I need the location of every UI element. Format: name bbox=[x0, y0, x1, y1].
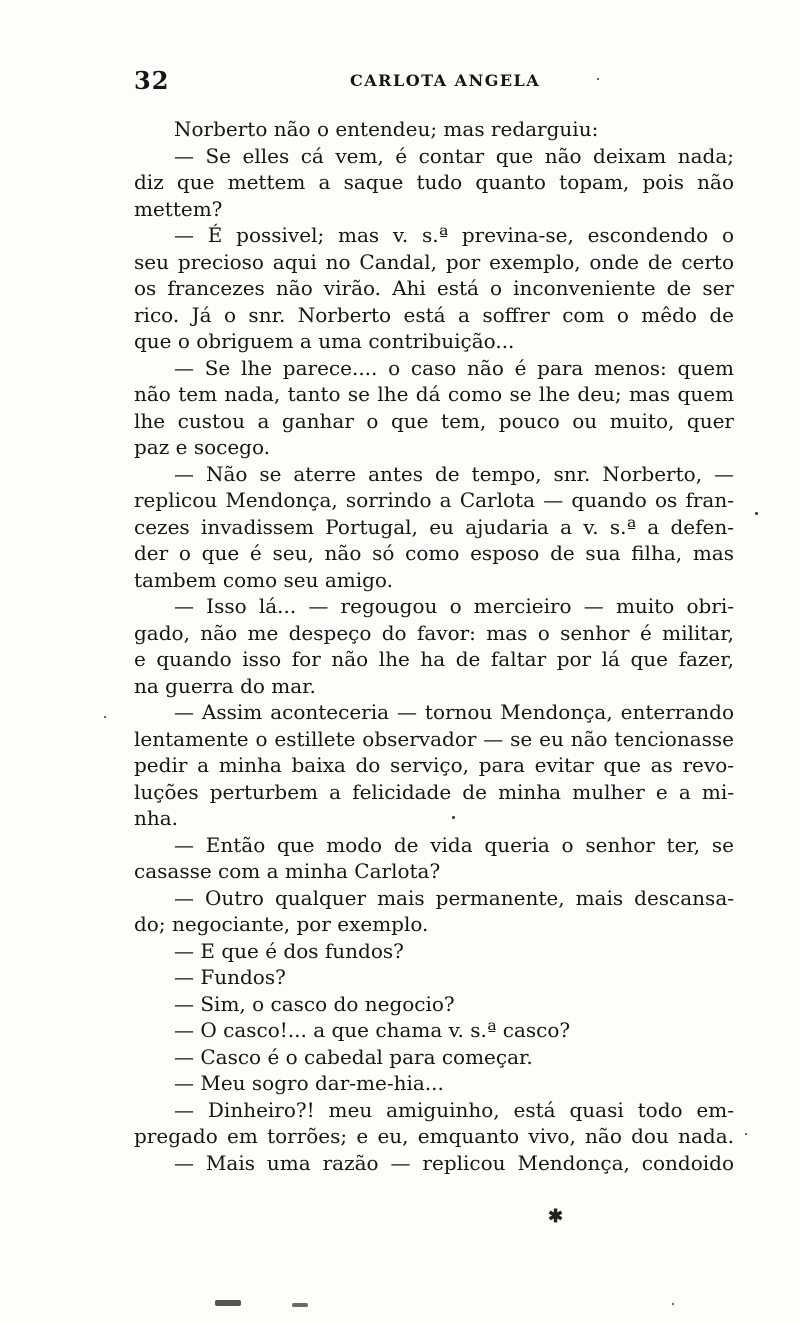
printer-ornament: ✱ bbox=[548, 1206, 564, 1227]
text-line: Norberto não o entendeu; mas redarguiu: bbox=[174, 117, 599, 141]
text-line: os francezes não virão. Ahi está o inconveniente de ser bbox=[134, 276, 734, 300]
text-line: do; negociante, por exemplo. bbox=[134, 912, 429, 936]
text-line: luções perturbem a felicidade de minha mulher e a mi- bbox=[134, 779, 734, 804]
text-line: — Fundos? bbox=[174, 965, 286, 989]
text-line: lhe custou a ganhar o que tem, pouco ou muito, quer bbox=[134, 408, 734, 433]
text-line: — É possivel; mas v. s.ª previna-se, escondendo o bbox=[174, 223, 734, 247]
body-text bbox=[134, 116, 734, 1176]
text-line: — O casco!... a que chama v. s.ª casco? bbox=[174, 1018, 571, 1042]
text-line: — Então que modo de vida queria o senhor ter, se bbox=[174, 832, 734, 857]
text-line: — Se lhe parece.... o caso não é para menos: quem bbox=[174, 355, 734, 380]
ink-speck bbox=[597, 78, 599, 80]
text-line: nha. bbox=[134, 806, 179, 830]
text-line: — Isso lá... — regougou o mercieiro — muito obri- bbox=[174, 594, 734, 618]
text-line: não tem nada, tanto se lhe dá como se lhe deu; mas quem bbox=[134, 382, 734, 406]
text-line: mettem? bbox=[134, 196, 223, 221]
text-line: gado, não me despeço do favor: mas o senhor é militar, bbox=[134, 620, 734, 645]
text-line: der o que é seu, não só como esposo de sua filha, mas bbox=[134, 541, 734, 565]
text-line: — Se elles cá vem, é contar que não deixam nada; bbox=[174, 143, 734, 168]
text-line: tambem como seu amigo. bbox=[134, 567, 393, 592]
ink-speck bbox=[755, 512, 758, 515]
ink-smudge bbox=[292, 1303, 308, 1307]
text-line: casasse com a minha Carlota? bbox=[134, 859, 441, 883]
text-line: na guerra do mar. bbox=[134, 673, 316, 698]
text-line: — Assim aconteceria — tornou Mendonça, enterrando bbox=[174, 700, 734, 724]
text-line: lentamente o estillete observador — se eu não tencionasse bbox=[134, 726, 734, 751]
ink-speck bbox=[104, 716, 106, 718]
text-line: paz e socego. bbox=[134, 435, 271, 459]
page-number: 32 bbox=[134, 66, 170, 95]
text-line: diz que mettem a saque tudo quanto topam, pois não bbox=[134, 170, 734, 194]
ink-speck bbox=[672, 1303, 674, 1305]
text-line: que o obriguem a uma contribuição... bbox=[134, 329, 515, 353]
ink-speck bbox=[452, 816, 455, 819]
page-header bbox=[134, 66, 738, 100]
text-line: rico. Já o snr. Norberto está a soffrer com o mêdo de bbox=[134, 302, 734, 327]
text-line: pregado em torrões; e eu, emquanto vivo, não dou nada. bbox=[134, 1124, 734, 1148]
ink-smudge bbox=[215, 1300, 241, 1306]
text-line: — E que é dos fundos? bbox=[174, 938, 404, 963]
text-line: pedir a minha baixa do serviço, para evitar que as revo- bbox=[134, 753, 734, 777]
text-line: — Não se aterre antes de tempo, snr. Norberto, — bbox=[174, 461, 734, 486]
text-line: seu precioso aqui no Candal, por exemplo, onde de certo bbox=[134, 249, 734, 274]
text-line: e quando isso for não lhe ha de faltar por lá que fazer, bbox=[134, 647, 734, 671]
text-line: replicou Mendonça, sorrindo a Carlota — quando os fran- bbox=[134, 488, 734, 512]
text-line: — Outro qualquer mais permanente, mais descansa- bbox=[174, 885, 734, 910]
text-line: cezes invadissem Portugal, eu ajudaria a v. s.ª a defen- bbox=[134, 514, 734, 539]
text-line: — Dinheiro?! meu amiguinho, está quasi todo em- bbox=[174, 1097, 734, 1122]
text-line: — Meu sogro dar-me-hia... bbox=[174, 1071, 444, 1095]
running-title: CARLOTA ANGELA bbox=[350, 71, 541, 90]
text-line: — Sim, o casco do negocio? bbox=[174, 991, 455, 1016]
ink-speck bbox=[745, 1133, 747, 1135]
text-line: — Mais uma razão — replicou Mendonça, condoido bbox=[174, 1150, 734, 1175]
text-line: — Casco é o cabedal para começar. bbox=[174, 1044, 533, 1069]
